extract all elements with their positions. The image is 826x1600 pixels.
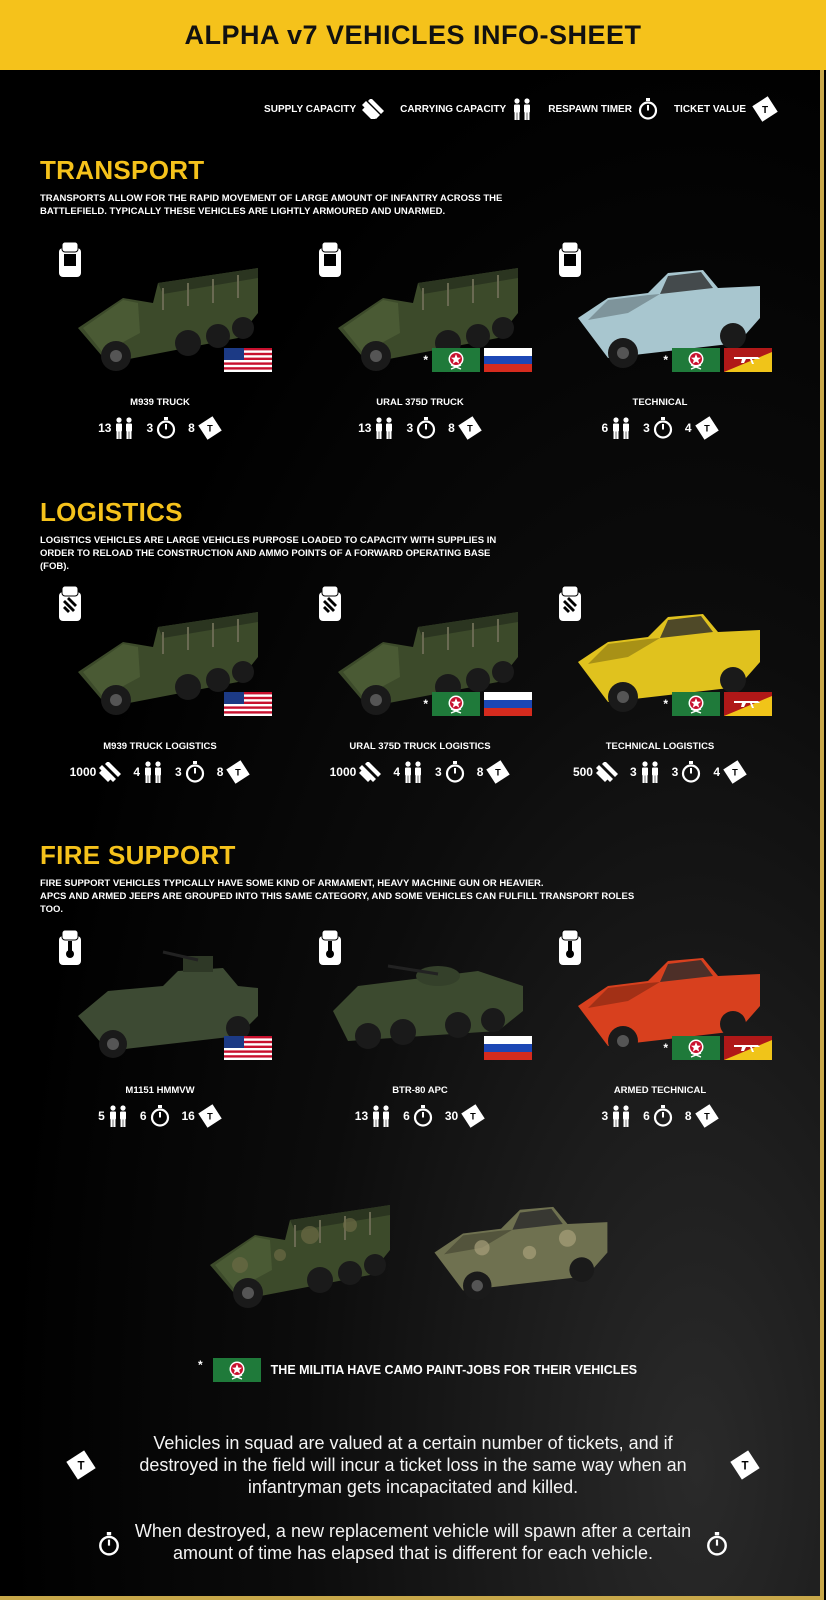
stopwatch-icon xyxy=(706,1532,728,1556)
insurgent-flag-icon xyxy=(724,1036,772,1060)
logistics-description: LOGISTICS VEHICLES ARE LARGE VEHICLES PURPOSE LOADED TO CAPACITY WITH SUPPLIES IN ORDER TO RELOAD THE CONSTRUCTION AND AMMO POINTS OF A FORWARD OPERATING BASE (FOB). xyxy=(40,535,497,572)
supply-value: 500 xyxy=(572,765,593,779)
russia-flag-icon xyxy=(484,1036,532,1060)
soldiers-icon xyxy=(371,1105,391,1127)
tickets-explanation: Vehicles in squad are valued at a certain number of tickets, and if destroyed in the field will incur a ticket loss in the same way when an infantryman gets incapacitated and killed. xyxy=(139,1433,687,1497)
vehicle-name: M939 TRUCK LOGISTICS xyxy=(103,741,217,752)
militia-flag-icon xyxy=(672,1036,720,1060)
stopwatch-icon xyxy=(98,1532,120,1556)
respawn-value: 3 xyxy=(435,765,442,779)
russia-flag-icon xyxy=(484,692,532,716)
ticket-icon xyxy=(486,760,510,784)
supply-stripes-icon xyxy=(596,762,618,782)
logistics-section xyxy=(40,497,800,573)
respawn-value: 3 xyxy=(175,765,182,779)
ticket-value: 30 xyxy=(444,1109,459,1123)
vehicle-name: TECHNICAL xyxy=(632,397,688,408)
stopwatch-icon xyxy=(156,417,176,439)
logistics-title: LOGISTICS xyxy=(40,497,183,527)
soldiers-icon xyxy=(611,417,631,439)
stopwatch-icon xyxy=(445,761,465,783)
ticket-icon xyxy=(723,760,747,784)
fire-support-section xyxy=(40,840,800,916)
legend-carrying-label: CARRYING CAPACITY xyxy=(400,103,507,115)
vehicle-technical-logistics xyxy=(540,584,780,799)
militia-star: * xyxy=(423,353,428,367)
stopwatch-icon xyxy=(413,1105,433,1127)
militia-note-text: THE MILITIA HAVE CAMO PAINT-JOBS FOR THEIR VEHICLES xyxy=(270,1363,638,1377)
transport-title: TRANSPORT xyxy=(40,155,205,185)
soldiers-icon xyxy=(403,761,423,783)
vehicle-name: BTR-80 APC xyxy=(392,1085,448,1096)
vehicle-m939-truck-logistics xyxy=(40,584,280,799)
respawn-value: 3 xyxy=(406,421,414,435)
svg-text:T: T xyxy=(761,105,769,116)
fire-support-title: FIRE SUPPORT xyxy=(40,840,236,870)
supply-value: 1000 xyxy=(329,765,357,779)
fire-support-description-line2: APCS AND ARMED JEEPS ARE GROUPED INTO THIS SAME CATEGORY, AND SOME VEHICLES CAN FULFILL TRANSPORT ROLES TOO. xyxy=(40,891,635,915)
militia-star: * xyxy=(663,353,668,367)
ticket-value: 8 xyxy=(476,765,484,779)
carrying-value: 3 xyxy=(629,765,637,779)
supply-value: 1000 xyxy=(69,765,97,779)
carrying-value: 13 xyxy=(98,421,112,435)
usa-flag-icon xyxy=(224,692,272,716)
vehicle-ural-truck xyxy=(300,240,540,455)
militia-star: * xyxy=(663,1041,668,1055)
usa-flag-icon xyxy=(224,348,272,372)
vehicle-armed-technical xyxy=(540,928,780,1143)
carrying-value: 6 xyxy=(601,421,609,435)
soldiers-icon xyxy=(611,1105,631,1127)
vehicle-name: M939 TRUCK xyxy=(130,397,190,408)
ticket-value: 8 xyxy=(188,421,195,435)
soldiers-icon xyxy=(108,1105,128,1127)
soldiers-icon xyxy=(640,761,660,783)
carrying-value: 3 xyxy=(601,1109,609,1123)
legend-respawn-label: RESPAWN TIMER xyxy=(548,103,632,115)
soldiers-icon xyxy=(374,417,394,439)
ticket-icon xyxy=(752,96,778,122)
vehicle-name: ARMED TECHNICAL xyxy=(613,1085,707,1096)
insurgent-flag-icon xyxy=(724,692,772,716)
supply-stripes-icon xyxy=(99,762,121,782)
legend-supply xyxy=(264,99,384,119)
militia-flag-icon xyxy=(672,348,720,372)
carrying-value: 13 xyxy=(354,1109,369,1123)
carrying-value: 13 xyxy=(358,421,372,435)
militia-flag-icon xyxy=(672,692,720,716)
legend-ticket-label: TICKET VALUE xyxy=(673,103,746,115)
ticket-icon xyxy=(695,1104,719,1128)
militia-star: * xyxy=(663,697,668,711)
legend xyxy=(256,96,778,122)
legend-ticket xyxy=(674,96,778,122)
stopwatch-icon xyxy=(653,417,673,439)
camo-technical-image xyxy=(425,1190,615,1315)
ticket-icon xyxy=(695,416,719,440)
respawn-value: 3 xyxy=(671,765,679,779)
page-title: ALPHA v7 VEHICLES INFO-SHEET xyxy=(184,19,642,50)
militia-note xyxy=(198,1358,637,1382)
carrying-value: 4 xyxy=(133,765,140,779)
fire-support-description-line1: FIRE SUPPORT VEHICLES TYPICALLY HAVE SOME KIND OF ARMAMENT, HEAVY MACHINE GUN OR HEAVIER. xyxy=(40,878,544,889)
ticket-icon xyxy=(226,760,250,784)
respawn-value: 6 xyxy=(403,1109,410,1123)
ticket-icon xyxy=(66,1450,96,1480)
supply-stripes-icon xyxy=(362,99,384,119)
respawn-value: 6 xyxy=(643,1109,650,1123)
soldiers-icon xyxy=(143,761,163,783)
carrying-value: 5 xyxy=(98,1109,105,1123)
stopwatch-icon xyxy=(185,761,205,783)
legend-respawn xyxy=(548,98,658,120)
vehicle-name: URAL 375D TRUCK LOGISTICS xyxy=(349,741,491,752)
ticket-icon xyxy=(198,416,222,440)
respawn-value: 3 xyxy=(643,421,650,435)
camo-ural-truck-image xyxy=(200,1190,400,1320)
militia-flag-icon xyxy=(432,692,480,716)
usa-flag-icon xyxy=(224,1036,272,1060)
vehicle-m1151-hmmvw xyxy=(40,928,280,1143)
stopwatch-icon xyxy=(638,98,658,120)
vehicle-m939-truck xyxy=(40,240,280,455)
militia-star: * xyxy=(198,1358,203,1372)
vehicle-btr-80-apc xyxy=(300,928,540,1143)
ticket-icon xyxy=(198,1104,222,1128)
respawn-value: 6 xyxy=(139,1109,147,1123)
transport-section xyxy=(40,155,800,218)
insurgent-flag-icon xyxy=(724,348,772,372)
russia-flag-icon xyxy=(484,348,532,372)
militia-flag-icon xyxy=(432,348,480,372)
vehicle-ural-truck-logistics xyxy=(300,584,540,799)
carrying-value: 4 xyxy=(393,765,400,779)
stopwatch-icon xyxy=(150,1105,170,1127)
stopwatch-icon xyxy=(653,1105,673,1127)
militia-flag-icon xyxy=(213,1358,261,1382)
legend-carrying xyxy=(400,98,532,120)
ticket-icon xyxy=(461,1104,485,1128)
ticket-value: 4 xyxy=(713,765,721,779)
respawn-value: 3 xyxy=(146,421,154,435)
vehicle-technical xyxy=(540,240,780,455)
vehicle-name: TECHNICAL LOGISTICS xyxy=(605,741,715,752)
ticket-icon xyxy=(458,416,482,440)
soldiers-icon xyxy=(114,417,134,439)
ticket-value: 8 xyxy=(448,421,455,435)
ticket-value: 4 xyxy=(684,421,692,435)
militia-camo-vehicles xyxy=(200,1190,620,1320)
soldiers-icon xyxy=(512,98,532,120)
vehicle-name: URAL 375D TRUCK xyxy=(376,397,464,408)
ticket-icon xyxy=(730,1450,760,1480)
militia-star: * xyxy=(423,697,428,711)
legend-supply-label: SUPPLY CAPACITY xyxy=(264,103,357,115)
header-banner xyxy=(0,0,826,70)
respawn-explanation: When destroyed, a new replacement vehicle will spawn after a certain amount of time has elapsed that is different for each vehicle. xyxy=(134,1521,692,1563)
transport-description: TRANSPORTS ALLOW FOR THE RAPID MOVEMENT OF LARGE AMOUNT OF INFANTRY ACROSS THE BATTLEFIELD. TYPICALLY THESE VEHICLES ARE LIGHTLY ARMOURED AND UNARMED. xyxy=(40,193,503,217)
vehicle-name: M1151 HMMVW xyxy=(125,1085,195,1096)
supply-stripes-icon xyxy=(359,762,381,782)
ticket-value: 16 xyxy=(181,1109,195,1123)
ticket-value: 8 xyxy=(216,765,224,779)
stopwatch-icon xyxy=(416,417,436,439)
stopwatch-icon xyxy=(681,761,701,783)
ticket-value: 8 xyxy=(684,1109,692,1123)
